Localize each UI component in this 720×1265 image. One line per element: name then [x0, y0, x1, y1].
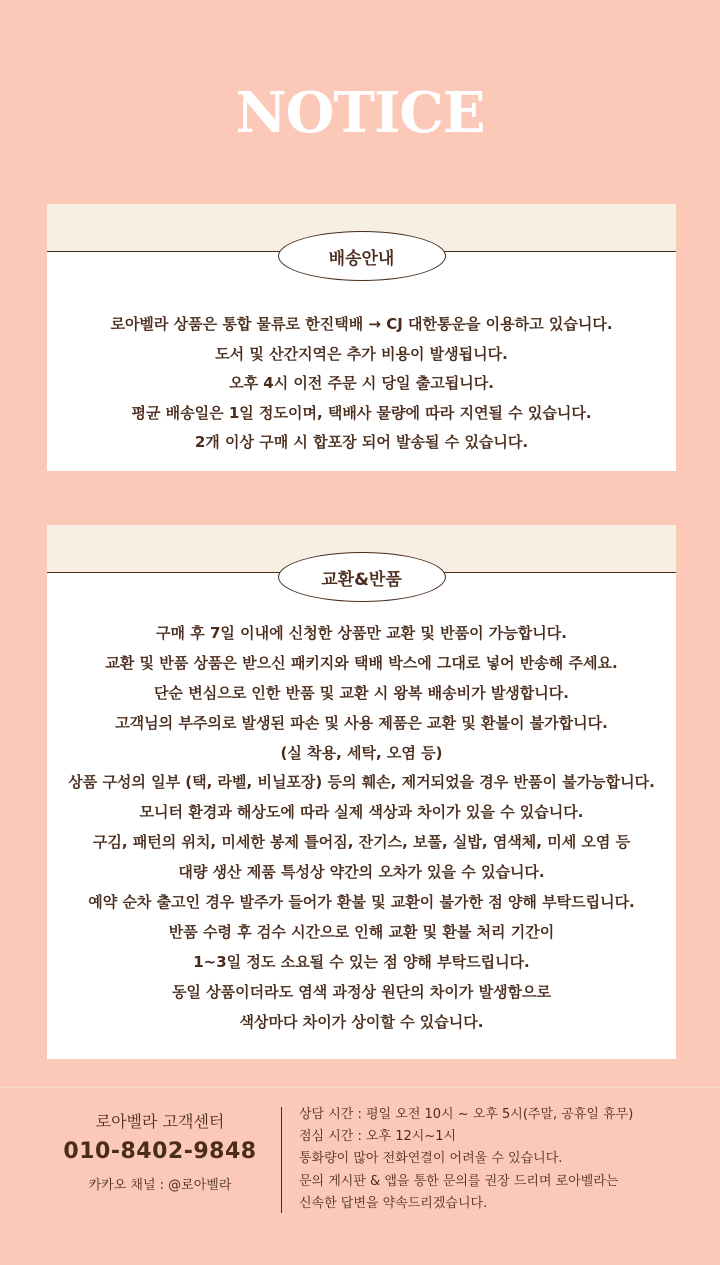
exchange-line: 동일 상품이더라도 염색 과정상 원단의 차이가 발생함으로 [171, 982, 552, 1001]
exchange-line: 고객님의 부주의로 발생된 파손 및 사용 제품은 교환 및 환불이 불가합니다. [115, 713, 608, 732]
exchange-line: 1~3일 정도 소요될 수 있는 점 양해 부탁드립니다. [193, 952, 530, 971]
exchange-line: 예약 순차 출고인 경우 발주가 들어가 환불 및 교환이 불가한 점 양해 부탁드립니다. [88, 893, 635, 912]
shipping-line: 오후 4시 이전 주문 시 당일 출고됩니다. [229, 374, 494, 393]
info-line: 통화량이 많아 전화연결이 어려울 수 있습니다. [299, 1151, 563, 1167]
exchange-line: 단순 변심으로 인한 반품 및 교환 시 왕복 배송비가 발생합니다. [154, 683, 569, 702]
customer-center-name: 로아벨라 고객센터 [95, 1112, 225, 1131]
exchange-heading: 교환&반품 [278, 552, 446, 602]
exchange-line: 구김, 패턴의 위치, 미세한 봉제 틀어짐, 잔기스, 보풀, 실밥, 염색체, 미세 오염 등 [92, 833, 631, 852]
exchange-line: 구매 후 7일 이내에 신청한 상품만 교환 및 반품이 가능합니다. [156, 624, 567, 642]
shipping-heading: 배송안내 [278, 231, 446, 281]
exchange-return-card [47, 525, 676, 1059]
exchange-line: 대량 생산 제품 특성상 약간의 오차가 있을 수 있습니다. [178, 863, 545, 882]
exchange-line: 반품 수령 후 검수 시간으로 인해 교환 및 환불 처리 기간이 [168, 922, 555, 941]
page-title: NOTICE [235, 80, 485, 146]
shipping-card [47, 204, 676, 471]
customer-center-info [299, 1104, 709, 1215]
info-line: 문의 게시판 & 앱을 통한 문의를 권장 드리며 로아벨라는 [299, 1173, 619, 1189]
exchange-line: 모니터 환경과 해상도에 따라 실제 색상과 차이가 있을 수 있습니다. [139, 803, 584, 822]
exchange-line: (실 착용, 세탁, 오염 등) [280, 743, 443, 762]
customer-center [55, 1110, 265, 1196]
info-line: 신속한 답변을 약속드리겠습니다. [299, 1195, 488, 1211]
shipping-text [47, 310, 676, 458]
info-line: 상담 시간 : 평일 오전 10시 ~ 오후 5시(주말, 공휴일 휴무) [299, 1107, 634, 1122]
exchange-line: 상품 구성의 일부 (택, 라벨, 비닐포장) 등의 훼손, 제거되었을 경우 반품이 불가능합니다. [68, 773, 655, 792]
shipping-line: 로아벨라 상품은 통합 물류로 한진택배 → CJ 대한통운을 이용하고 있습니다. [110, 315, 613, 333]
kakao-channel[interactable]: 카카오 채널 : @로아벨라 [88, 1178, 232, 1193]
exchange-text [47, 619, 676, 1037]
customer-center-phone[interactable]: 010-8402-9848 [63, 1139, 257, 1164]
shipping-line: 2개 이상 구매 시 합포장 되어 발송될 수 있습니다. [194, 433, 529, 452]
info-line: 점심 시간 : 오후 12시~1시 [299, 1129, 457, 1145]
exchange-line: 교환 및 반품 상품은 받으신 패키지와 택배 박스에 그대로 넣어 반송해 주세요. [105, 653, 618, 672]
shipping-line: 평균 배송일은 1일 정도이며, 택배사 물량에 따라 지연될 수 있습니다. [131, 403, 592, 422]
shipping-line: 도서 및 산간지역은 추가 비용이 발생됩니다. [215, 344, 508, 363]
footer-top-divider [0, 1087, 720, 1088]
footer-vertical-divider [281, 1107, 282, 1213]
exchange-line: 색상마다 차이가 상이할 수 있습니다. [239, 1012, 484, 1031]
